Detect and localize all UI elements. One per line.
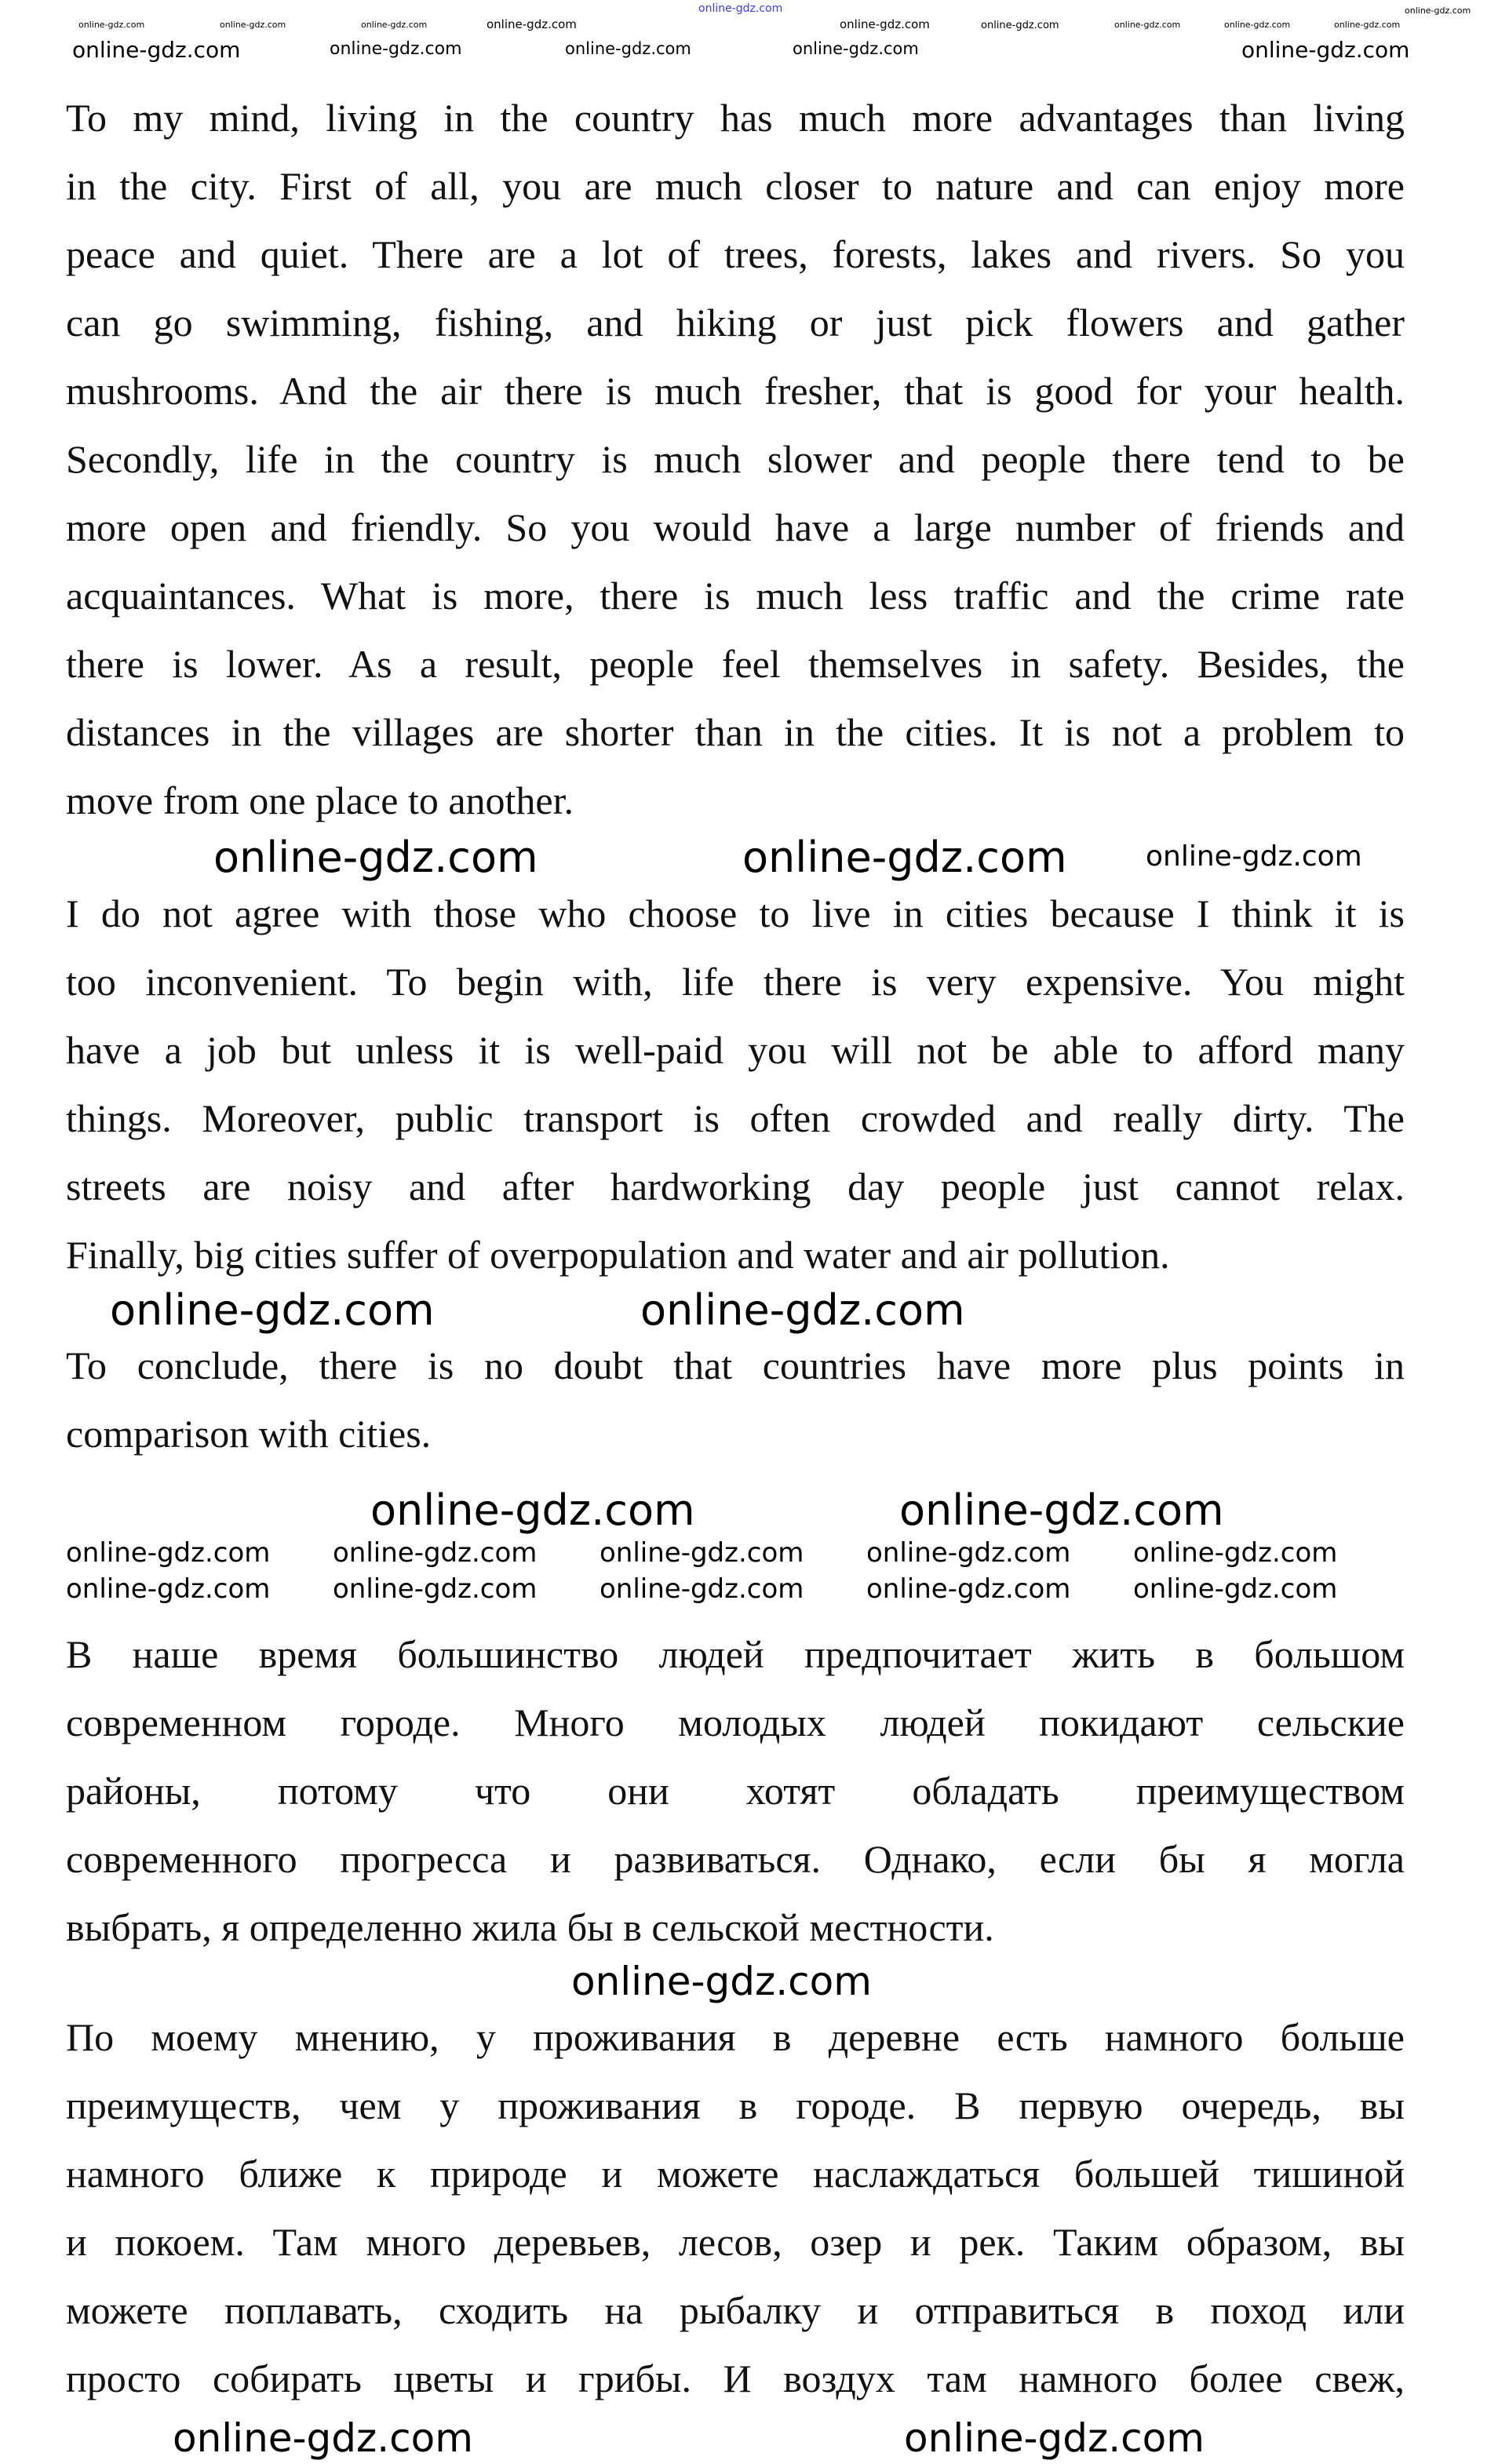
text-line: things. Moreover, public transport is often crowded and really dirty. The: [66, 1096, 1405, 1140]
watermark: online-gdz.com: [640, 1285, 965, 1335]
watermark: online-gdz.com: [904, 2415, 1205, 2461]
watermark: online-gdz.com: [1114, 20, 1181, 30]
watermark: online-gdz.com: [78, 20, 145, 30]
text-line: I do not agree with those who choose to live in cities because I think it is: [66, 891, 1405, 935]
watermark: online-gdz.com: [698, 2, 783, 15]
watermark: online-gdz.com: [173, 2415, 473, 2461]
watermark: online-gdz.com: [866, 1537, 1071, 1569]
text-line: Finally, big cities suffer of overpopulation and water and air pollution.: [66, 1233, 1170, 1277]
watermark: online-gdz.com: [66, 1537, 271, 1569]
text-line: просто собирать цветы и грибы. И воздух там намного более свеж,: [66, 2356, 1405, 2400]
text-line: move from one place to another.: [66, 778, 574, 822]
paragraph-1: [66, 84, 1405, 835]
text-line: acquaintances. What is more, there is much less traffic and the crime rate: [66, 574, 1405, 618]
watermark: online-gdz.com: [1241, 37, 1410, 63]
paragraph-4: [66, 1620, 1405, 1962]
watermark: online-gdz.com: [571, 1959, 872, 2004]
text-line: можете поплавать, сходить на рыбалку и отправиться в поход или: [66, 2288, 1405, 2332]
watermark: online-gdz.com: [742, 833, 1067, 882]
watermark: online-gdz.com: [333, 1573, 538, 1605]
watermark: online-gdz.com: [793, 39, 919, 58]
text-line: To conclude, there is no doubt that countries have more plus points in: [66, 1343, 1405, 1387]
watermark: online-gdz.com: [600, 1537, 804, 1569]
watermark: online-gdz.com: [72, 37, 241, 63]
watermark: online-gdz.com: [1133, 1573, 1338, 1605]
watermark: online-gdz.com: [600, 1573, 804, 1605]
text-line: и покоем. Там много деревьев, лесов, озер и рек. Таким образом, вы: [66, 2220, 1405, 2264]
text-line: По моему мнению, у проживания в деревне есть намного больше: [66, 2015, 1405, 2059]
text-line: современного прогресса и развиваться. Однако, если бы я могла: [66, 1837, 1405, 1881]
text-line: can go swimming, fishing, and hiking or just pick flowers and gather: [66, 301, 1405, 344]
watermark: online-gdz.com: [66, 1573, 271, 1605]
text-line: comparison with cities.: [66, 1412, 432, 1456]
watermark: online-gdz.com: [1146, 840, 1362, 873]
text-line: Secondly, life in the country is much slower and people there tend to be: [66, 437, 1405, 481]
text-line: намного ближе к природе и можете наслаждаться большей тишиной: [66, 2152, 1405, 2196]
text-line: To my mind, living in the country has much more advantages than living: [66, 96, 1405, 140]
watermark: online-gdz.com: [1224, 20, 1291, 30]
watermark: online-gdz.com: [866, 1573, 1071, 1605]
paragraph-5: [66, 2003, 1405, 2413]
text-line: В наше время большинство людей предпочитает жить в большом: [66, 1632, 1405, 1676]
text-line: современном городе. Много молодых людей покидают сельские: [66, 1700, 1405, 1744]
watermark: online-gdz.com: [1133, 1537, 1338, 1569]
watermark: online-gdz.com: [110, 1285, 435, 1335]
watermark: online-gdz.com: [330, 39, 462, 59]
paragraph-3: [66, 1332, 1405, 1468]
text-line: more open and friendly. So you would have a large number of friends and: [66, 505, 1405, 549]
text-line: too inconvenient. To begin with, life there is very expensive. You might: [66, 960, 1405, 1004]
watermark: online-gdz.com: [370, 1485, 695, 1535]
text-line: distances in the villages are shorter than in the cities. It is not a problem to: [66, 710, 1405, 754]
watermark: online-gdz.com: [1334, 20, 1401, 30]
text-line: there is lower. As a result, people feel themselves in safety. Besides, the: [66, 642, 1405, 686]
watermark: online-gdz.com: [1405, 5, 1471, 16]
watermark: online-gdz.com: [565, 39, 691, 58]
text-line: преимуществ, чем у проживания в городе. В первую очередь, вы: [66, 2083, 1405, 2127]
watermark: online-gdz.com: [899, 1485, 1224, 1535]
watermark: online-gdz.com: [361, 20, 428, 30]
watermark: online-gdz.com: [840, 17, 930, 31]
watermark: online-gdz.com: [213, 833, 538, 882]
watermark: online-gdz.com: [487, 17, 577, 31]
watermark: online-gdz.com: [981, 20, 1059, 31]
watermark: online-gdz.com: [220, 20, 286, 30]
text-line: районы, потому что они хотят обладать преимуществом: [66, 1769, 1405, 1813]
watermark: online-gdz.com: [333, 1537, 538, 1569]
text-line: have a job but unless it is well-paid you will not be able to afford many: [66, 1028, 1405, 1072]
text-line: streets are noisy and after hardworking day people just cannot relax.: [66, 1165, 1405, 1208]
text-line: mushrooms. And the air there is much fresher, that is good for your health.: [66, 369, 1405, 413]
paragraph-2: [66, 880, 1405, 1289]
text-line: in the city. First of all, you are much closer to nature and can enjoy more: [66, 164, 1405, 208]
text-line: peace and quiet. There are a lot of trees, forests, lakes and rivers. So you: [66, 232, 1405, 276]
text-line: выбрать, я определенно жила бы в сельской местности.: [66, 1905, 994, 1949]
